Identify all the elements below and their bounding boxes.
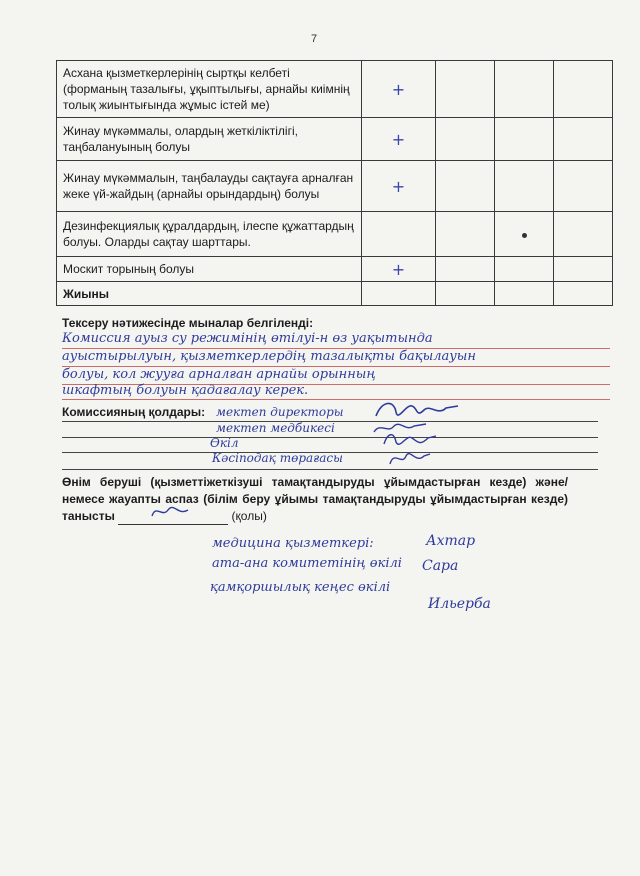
acknowledgment-text: Өнім беруші (қызметтіжеткізуші тамақтандыруды ұйымдастырған кезде) және/немесе жауапты аспаз (білім беру ұйымы тамақтандыруды ұйымдастырған кезде) танысты: [62, 475, 568, 523]
table-row: [57, 212, 613, 257]
attendee-signature: Ильерба: [428, 596, 491, 612]
attendee-signature: Ахтар: [426, 533, 476, 549]
attendee-role: медицина қызметкері:: [212, 536, 374, 551]
empty-cell: [436, 61, 495, 118]
criterion-cell: Асхана қызметкерлерінің сыртқы келбеті (форманың тазалығы, ұқыптылығы, арнайы киімнің толық жиынтығында жұмыс істей ме): [57, 61, 362, 118]
table-row: [57, 118, 613, 161]
empty-cell: [436, 257, 495, 282]
empty-cell: [554, 161, 613, 212]
attendee-role: қамқоршылық кеңес өкілі: [210, 580, 391, 595]
empty-cell: [495, 118, 554, 161]
empty-cell: [436, 118, 495, 161]
empty-cell: [495, 161, 554, 212]
empty-cell: [495, 212, 554, 257]
empty-cell: [495, 257, 554, 282]
signature-mark: [386, 448, 432, 470]
empty-cell: [554, 282, 613, 306]
commission-title: Комиссияның қолдары:: [62, 405, 206, 419]
empty-cell: [554, 257, 613, 282]
handwritten-finding-line: болуы, кол жууға арналған арнайы орынның: [62, 367, 376, 382]
signature-line: [62, 469, 598, 470]
acknowledgment-paragraph: [62, 474, 568, 525]
mark-cell: [362, 282, 436, 306]
total-label: Жиыны: [57, 282, 362, 306]
attendee-signature: Сара: [422, 558, 459, 574]
empty-cell: [554, 212, 613, 257]
mark-cell: +: [362, 257, 436, 282]
ink-dot: [522, 233, 527, 238]
criterion-cell: Жинау мүкәммалын, таңбалауды сақтауға арналған жеке үй-жайдың (арнайы орындардың) болуы: [57, 161, 362, 212]
empty-cell: [554, 118, 613, 161]
empty-cell: [436, 282, 495, 306]
mark-cell: +: [362, 161, 436, 212]
mark-cell: +: [362, 61, 436, 118]
table-row: [57, 257, 613, 282]
table-row-total: [57, 282, 613, 306]
empty-cell: [436, 161, 495, 212]
mark-cell: [362, 212, 436, 257]
table-row: [57, 61, 613, 118]
empty-cell: [436, 212, 495, 257]
criterion-cell: Жинау мүкәммалы, олардың жеткіліктілігі, таңбалануының болуы: [57, 118, 362, 161]
commission-member-role: Кәсіподақ төрағасы: [212, 451, 343, 465]
criterion-cell: Москит торының болуы: [57, 257, 362, 282]
attendee-role: ата-ана комитетінің өкілі: [212, 556, 402, 571]
table-row: [57, 161, 613, 212]
acknowledgment-signature-line: [118, 512, 228, 525]
commission-member-role: мектеп медбикесі: [216, 421, 335, 435]
empty-cell: [554, 61, 613, 118]
red-rule: [62, 399, 610, 400]
handwritten-finding-line: шкафтың болуын қадағалау керек.: [62, 383, 309, 398]
empty-cell: [495, 61, 554, 118]
acknowledgment-suffix: (қолы): [231, 509, 267, 523]
signature-mark: [148, 502, 194, 522]
commission-member-role: мектеп директоры: [216, 405, 344, 419]
page-number: 7: [311, 33, 318, 45]
empty-cell: [495, 282, 554, 306]
commission-member-role: Өкіл: [210, 436, 239, 450]
checklist-table: [56, 60, 613, 306]
findings-title: Тексеру нәтижесінде мыналар белгіленді:: [62, 316, 314, 330]
criterion-cell: Дезинфекциялық құралдардың, ілеспе құжаттардың болуы. Оларды сақтау шарттары.: [57, 212, 362, 257]
mark-cell: +: [362, 118, 436, 161]
signature-line: [62, 437, 598, 438]
handwritten-finding-line: Комиссия ауыз су режимінің өтілуі-н өз уақытында: [62, 331, 433, 346]
handwritten-finding-line: ауыстырылуын, қызметкерлердің тазалықты бақылауын: [62, 349, 476, 364]
